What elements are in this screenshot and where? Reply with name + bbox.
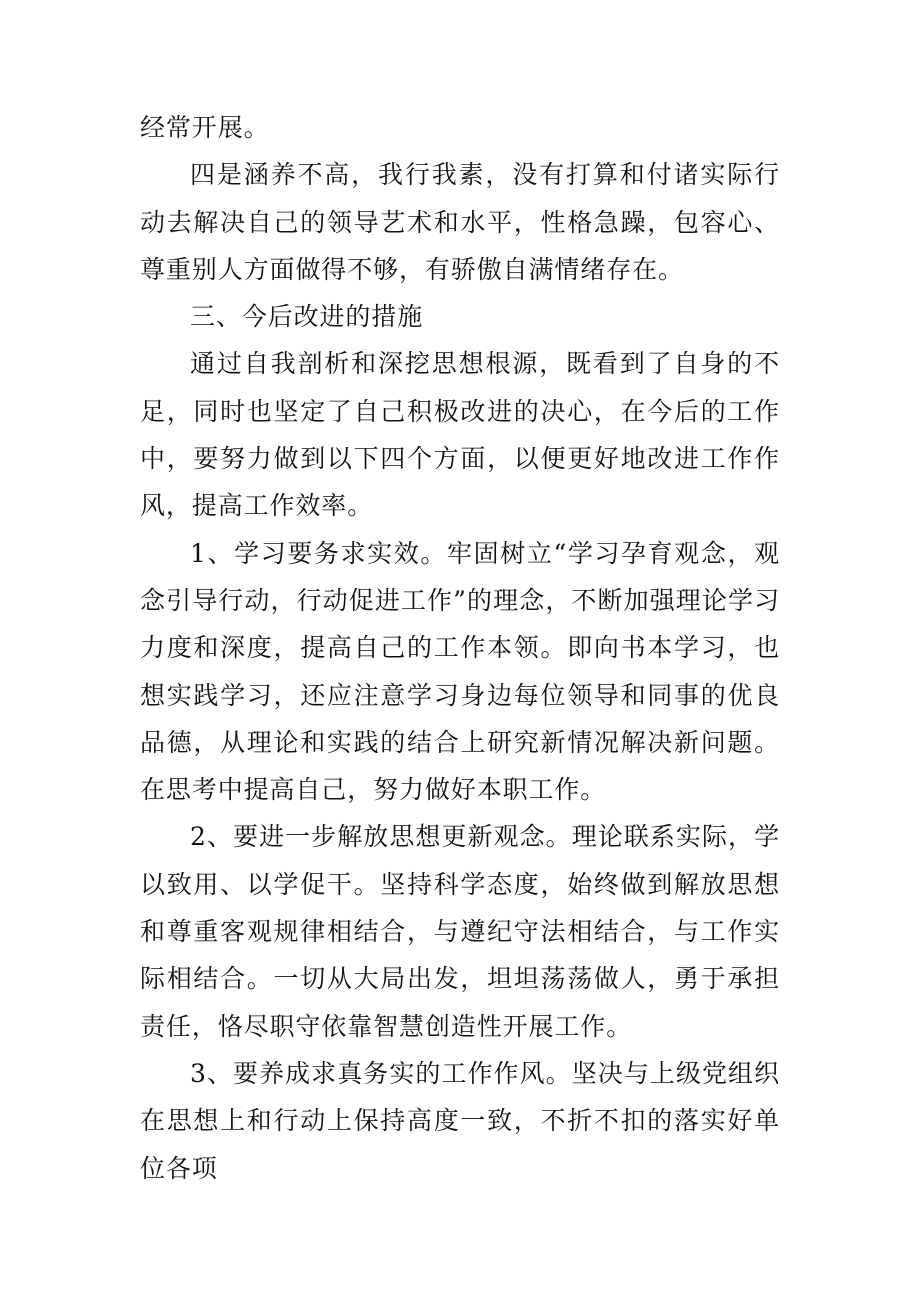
section-heading-improvement-measures: 三、今后改进的措施 — [190, 302, 424, 332]
paragraph-continuation: 经常开展。 — [140, 113, 270, 142]
paragraph-measure-one: 1、学习要务求实效。牢固树立“学习孕育观念，观念引导行动，行动促进工作”的理念，不断加强理论学习力度和深度，提高自己的工作本领。即向书本学习，也想实践学习，还应注意学习身边每位领导和同事的优良品德，从理论和实践的结合上研究新情况解决新问题。在思考中提高自己，努力做好本职工作。 — [140, 538, 780, 805]
paragraph-point-four: 四是涵养不高，我行我素，没有打算和付诸实际行动去解决自己的领导艺术和水平，性格急躁，包容心、尊重别人方面做得不够，有骄傲自满情绪存在。 — [140, 160, 780, 284]
document-body — [140, 104, 780, 1192]
paragraph-measure-three: 3、要养成求真务实的工作作风。坚决与上级党组织在思想上和行动上保持高度一致，不折不扣的落实好单位各项 — [140, 1058, 780, 1183]
paragraph-measure-two: 2、要进一步解放思想更新观念。理论联系实际，学以致用、以学促干。坚持科学态度，始终做到解放思想和尊重客观规律相结合，与遵纪守法相结合，与工作实际相结合。一切从大局出发，坦坦荡荡做人，勇于承担责任，恪尽职守依靠智慧创造性开展工作。 — [140, 822, 780, 1041]
paragraph-intro-measures: 通过自我剖析和深挖思想根源，既看到了自身的不足，同时也坚定了自己积极改进的决心，在今后的工作中，要努力做到以下四个方面，以便更好地改进工作作风，提高工作效率。 — [140, 349, 780, 521]
